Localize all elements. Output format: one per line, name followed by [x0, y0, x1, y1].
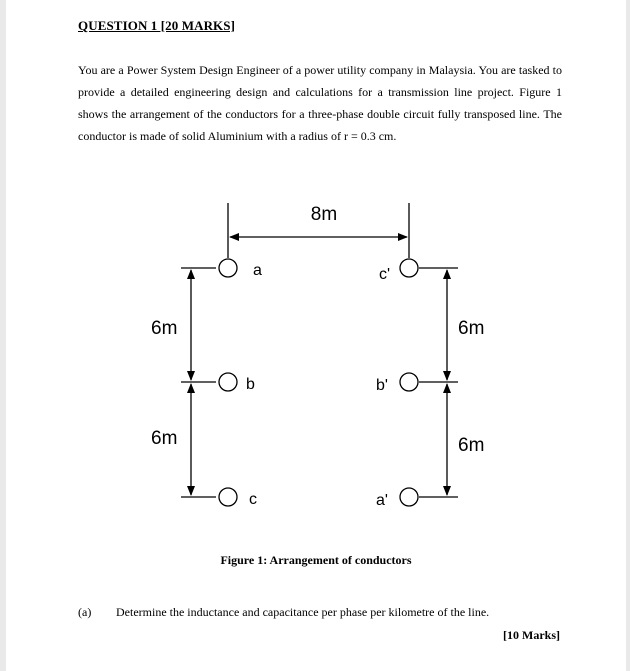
part-a-label: (a)	[78, 605, 92, 619]
conductor-c-prime	[400, 259, 418, 277]
conductor-a-prime-label: a'	[376, 492, 388, 509]
conductor-a-label: a	[253, 262, 262, 279]
right-upper-spacing-label: 6m	[458, 318, 485, 339]
conductor-c-label: c	[249, 491, 257, 508]
conductor-c-prime-label: c'	[379, 266, 391, 283]
conductor-a	[219, 259, 237, 277]
conductor-arrangement-figure	[6, 0, 626, 671]
figure-caption: Figure 1: Arrangement of conductors	[220, 553, 412, 567]
conductor-a-prime	[400, 488, 418, 506]
horizontal-spacing-label: 8m	[310, 204, 338, 225]
conductor-b-prime-label: b'	[376, 377, 388, 394]
conductor-b-label: b	[246, 376, 255, 393]
document-page	[6, 0, 626, 671]
conductor-b-prime	[400, 373, 418, 391]
left-lower-spacing-label: 6m	[151, 428, 178, 449]
part-a-marks: [10 Marks]	[503, 628, 560, 642]
question-title: QUESTION 1 [20 MARKS]	[78, 18, 236, 33]
part-a-question: Determine the inductance and capacitance per phase per kilometre of the line.	[116, 605, 490, 619]
question-intro-paragraph: You are a Power System Design Engineer of a power utility company in Malaysia. You are tasked to provide a detailed engineering design and calculations for a transmission line project. Figure 1 shows the arrangement of the conductors for a three-phase double circuit fully transposed line. The conductor is made of solid Aluminium with a radius of r = 0.3 cm.	[78, 63, 562, 143]
conductor-c	[219, 488, 237, 506]
right-lower-spacing-label: 6m	[458, 435, 485, 456]
left-upper-spacing-label: 6m	[151, 318, 178, 339]
conductor-b	[219, 373, 237, 391]
